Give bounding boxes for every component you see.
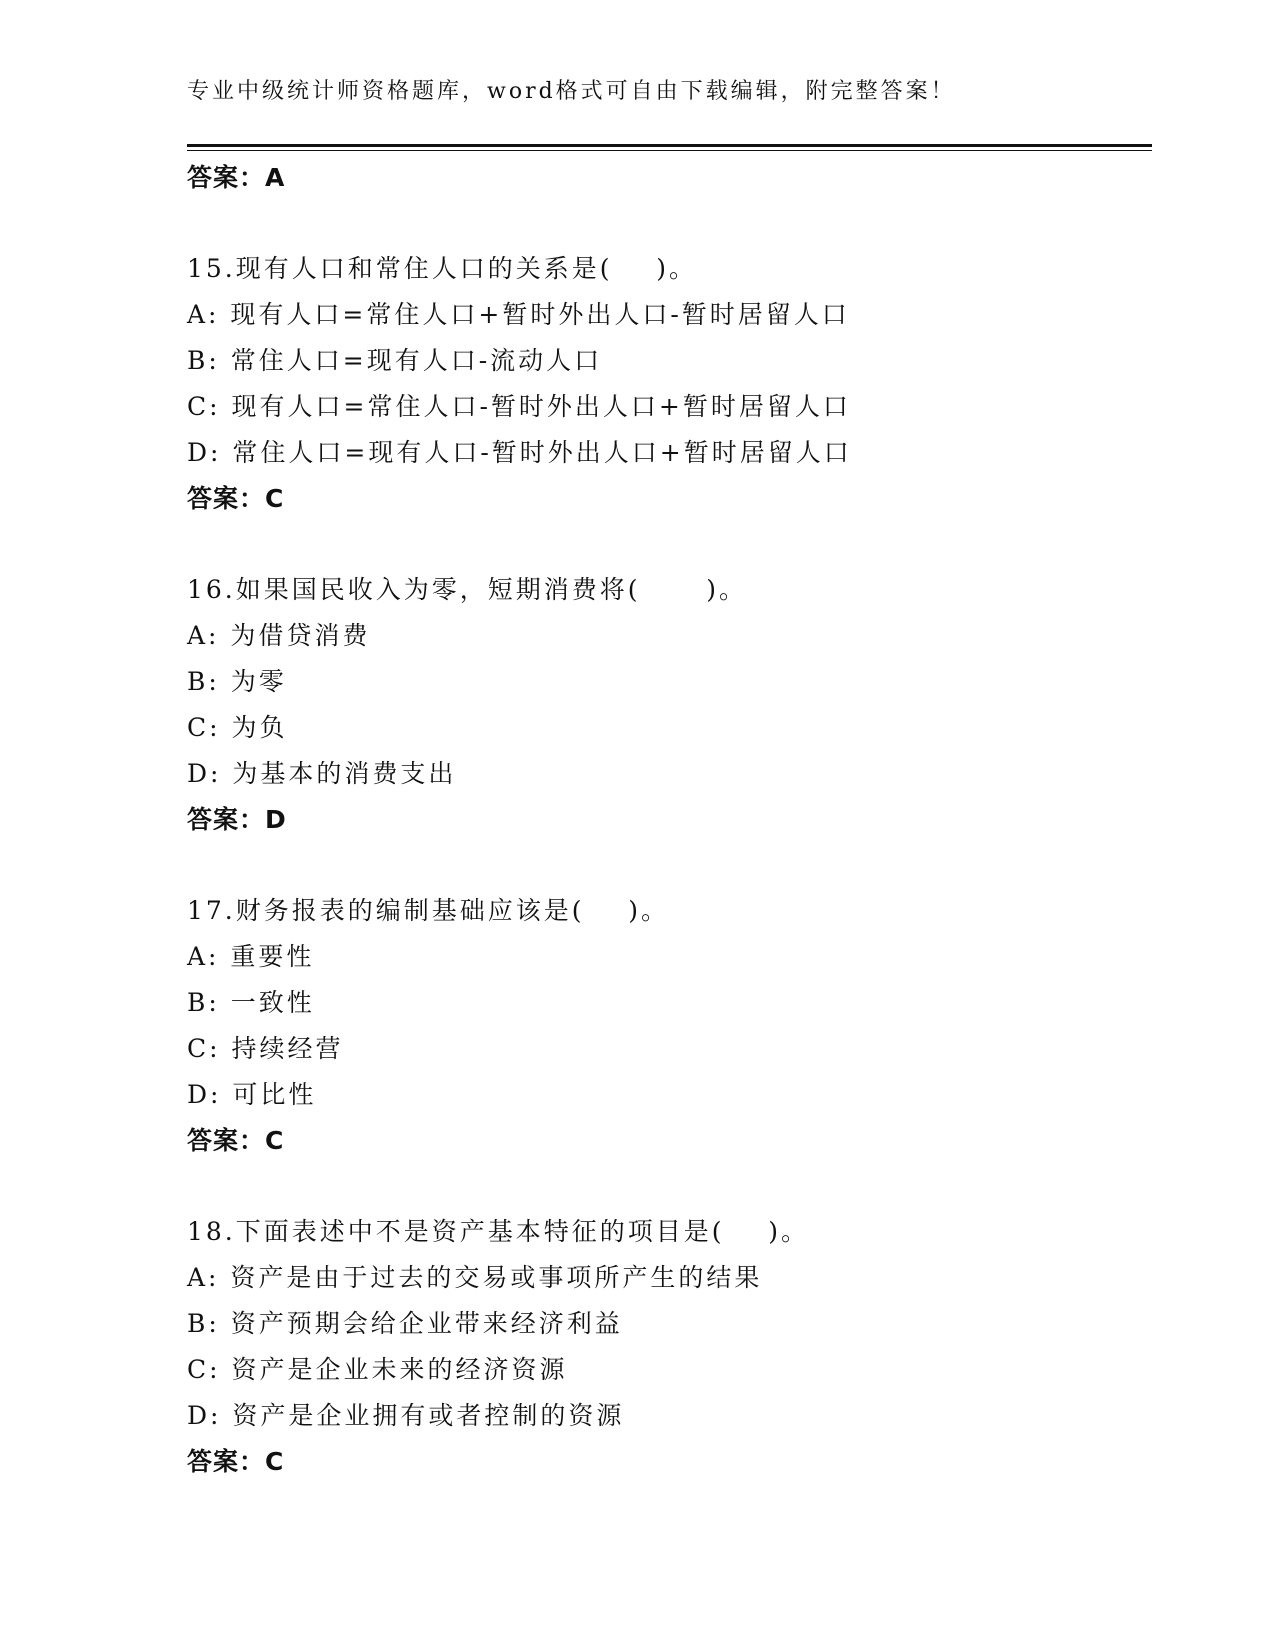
option-a: A: 重要性: [187, 942, 315, 971]
question-stem: 16.如果国民收入为零，短期消费将( )。: [187, 575, 747, 604]
option-b: B: 资产预期会给企业带来经济利益: [187, 1309, 623, 1338]
option-d: D: 可比性: [187, 1080, 317, 1109]
question-16: [187, 567, 1152, 843]
option-b: B: 一致性: [187, 988, 315, 1017]
option-b: B: 为零: [187, 667, 287, 696]
spacer: [187, 1164, 1152, 1209]
question-17: [187, 888, 1152, 1164]
option-c: C: 持续经营: [187, 1034, 344, 1063]
option-d: D: 为基本的消费支出: [187, 759, 457, 788]
question-15: [187, 246, 1152, 522]
answer: 答案：D: [187, 805, 287, 834]
answer: 答案：C: [187, 1447, 285, 1476]
header-rule-thick: [187, 144, 1152, 147]
question-stem: 18.下面表述中不是资产基本特征的项目是( )。: [187, 1217, 810, 1246]
option-a: A: 现有人口=常住人口+暂时外出人口-暂时居留人口: [187, 300, 850, 329]
option-b: B: 常住人口=现有人口-流动人口: [187, 346, 603, 375]
spacer: [187, 522, 1152, 567]
spacer: [187, 201, 1152, 246]
option-d: D: 常住人口=现有人口-暂时外出人口+暂时居留人口: [187, 438, 852, 467]
option-c: C: 为负: [187, 713, 288, 742]
option-d: D: 资产是企业拥有或者控制的资源: [187, 1401, 625, 1430]
option-c: C: 资产是企业未来的经济资源: [187, 1355, 568, 1384]
header-rule-thin: [187, 150, 1152, 151]
page-header: 专业中级统计师资格题库，word格式可自由下载编辑，附完整答案！: [187, 79, 956, 104]
question-stem: 15.现有人口和常住人口的关系是( )。: [187, 254, 698, 283]
option-a: A: 资产是由于过去的交易或事项所产生的结果: [187, 1263, 763, 1292]
question-18: [187, 1209, 1152, 1485]
question-list: [187, 155, 1152, 1485]
spacer: [187, 843, 1152, 888]
previous-answer: 答案：A: [187, 163, 286, 192]
option-a: A: 为借贷消费: [187, 621, 371, 650]
option-c: C: 现有人口=常住人口-暂时外出人口+暂时居留人口: [187, 392, 851, 421]
question-stem: 17.财务报表的编制基础应该是( )。: [187, 896, 670, 925]
answer: 答案：C: [187, 484, 285, 513]
answer: 答案：C: [187, 1126, 285, 1155]
